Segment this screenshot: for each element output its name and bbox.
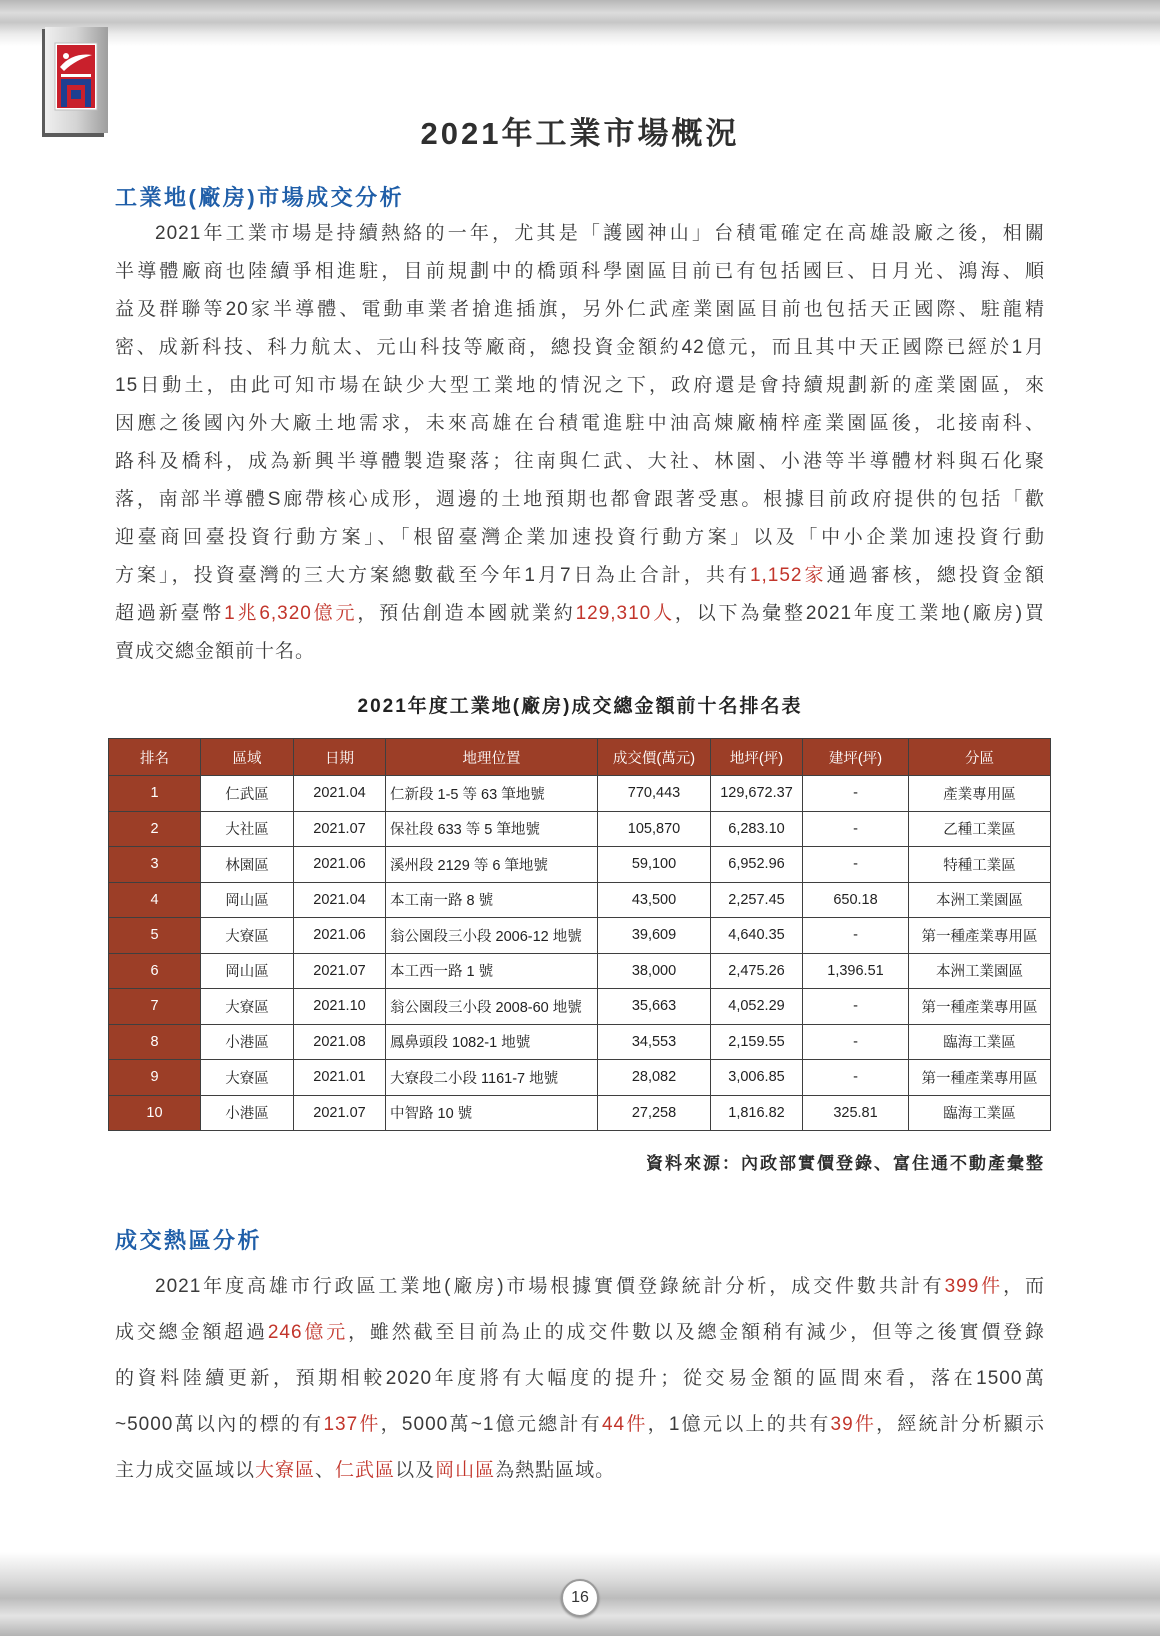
land-area-cell: 2,257.45 bbox=[711, 882, 803, 918]
paragraph-text: 方案」，投資臺灣的三大方案總數截至今年1月7日為止合計，共有 bbox=[115, 565, 750, 586]
table-row bbox=[109, 1024, 1051, 1060]
location-cell: 本工南一路 8 號 bbox=[386, 882, 598, 918]
paragraph-line bbox=[115, 519, 1045, 557]
paragraph-text: 主力成交區域以 bbox=[115, 1460, 256, 1481]
highlighted-figure: 129,310人 bbox=[575, 603, 675, 624]
land-area-cell: 1,816.82 bbox=[711, 1095, 803, 1131]
price-cell: 38,000 bbox=[598, 953, 711, 989]
paragraph-text: 的資料陸續更新，預期相較2020年度將有大幅度的提升；從交易金額的區間來看，落在1500萬 bbox=[115, 1368, 1045, 1389]
building-area-cell: - bbox=[803, 918, 909, 954]
paragraph-line bbox=[115, 367, 1045, 405]
building-area-cell: - bbox=[803, 776, 909, 812]
paragraph-line bbox=[115, 329, 1045, 367]
rank-cell: 9 bbox=[109, 1060, 201, 1096]
ranking-table bbox=[108, 738, 1051, 1131]
land-area-cell: 4,052.29 bbox=[711, 989, 803, 1025]
price-cell: 34,553 bbox=[598, 1024, 711, 1060]
paragraph-text: 密、成新科技、科力航太、元山科技等廠商，總投資金額約42億元，而且其中天正國際已經於1月 bbox=[115, 337, 1045, 358]
date-cell: 2021.04 bbox=[294, 776, 386, 812]
land-area-cell: 2,159.55 bbox=[711, 1024, 803, 1060]
highlighted-figure: 44件 bbox=[601, 1414, 648, 1435]
paragraph-text: ，雖然截至目前為止的成交件數以及總金額稍有減少，但等之後實價登錄 bbox=[348, 1322, 1045, 1343]
location-cell: 本工西一路 1 號 bbox=[386, 953, 598, 989]
table-row bbox=[109, 953, 1051, 989]
price-cell: 105,870 bbox=[598, 811, 711, 847]
location-cell: 翁公園段三小段 2008-60 地號 bbox=[386, 989, 598, 1025]
building-area-cell: - bbox=[803, 811, 909, 847]
column-header: 建坪(坪) bbox=[803, 739, 909, 776]
paragraph-line bbox=[115, 405, 1045, 443]
highlighted-figure: 仁武區 bbox=[335, 1460, 396, 1481]
rank-cell: 3 bbox=[109, 847, 201, 883]
paragraph-text: 2021年工業市場是持續熱絡的一年，尤其是「護國神山」台積電確定在高雄設廠之後，相關 bbox=[155, 223, 1045, 244]
data-source-note: 資料來源：內政部實價登錄、富住通不動產彙整 bbox=[646, 1154, 1045, 1173]
column-header: 地坪(坪) bbox=[711, 739, 803, 776]
paragraph-text: ，預估創造本國就業約 bbox=[357, 603, 576, 624]
paragraph-line bbox=[115, 253, 1045, 291]
highlighted-figure: 399件 bbox=[944, 1276, 1004, 1297]
table-row bbox=[109, 918, 1051, 954]
header-band bbox=[0, 0, 1160, 46]
district-cell: 小港區 bbox=[201, 1024, 294, 1060]
date-cell: 2021.01 bbox=[294, 1060, 386, 1096]
location-cell: 大寮段二小段 1161-7 地號 bbox=[386, 1060, 598, 1096]
land-area-cell: 6,952.96 bbox=[711, 847, 803, 883]
paragraph-line bbox=[115, 215, 1045, 253]
price-cell: 59,100 bbox=[598, 847, 711, 883]
table-row bbox=[109, 882, 1051, 918]
paragraph-text: ，1億元以上的共有 bbox=[647, 1414, 831, 1435]
highlighted-figure: 岡山區 bbox=[435, 1460, 496, 1481]
column-header: 地理位置 bbox=[386, 739, 598, 776]
table-row bbox=[109, 811, 1051, 847]
paragraph-line bbox=[115, 1402, 1045, 1448]
building-area-cell: - bbox=[803, 1024, 909, 1060]
date-cell: 2021.06 bbox=[294, 918, 386, 954]
paragraph-text: 賣成交總金額前十名。 bbox=[115, 641, 316, 662]
rank-cell: 4 bbox=[109, 882, 201, 918]
building-area-cell: 650.18 bbox=[803, 882, 909, 918]
building-area-cell: - bbox=[803, 1060, 909, 1096]
zoning-cell: 產業專用區 bbox=[909, 776, 1051, 812]
highlighted-figure: 137件 bbox=[323, 1414, 381, 1435]
district-cell: 大寮區 bbox=[201, 989, 294, 1025]
building-area-cell: - bbox=[803, 989, 909, 1025]
paragraph-line bbox=[115, 1310, 1045, 1356]
paragraph-line bbox=[115, 633, 1045, 671]
page-number: 16 bbox=[561, 1579, 599, 1617]
paragraph-text: 因應之後國內外大廠土地需求，未來高雄在台積電進駐中油高煉廠楠梓產業園區後，北接南科、 bbox=[115, 413, 1045, 434]
date-cell: 2021.07 bbox=[294, 1095, 386, 1131]
highlighted-figure: 1,152家 bbox=[749, 565, 827, 586]
rank-cell: 5 bbox=[109, 918, 201, 954]
paragraph-text: 迎臺商回臺投資行動方案」、「根留臺灣企業加速投資行動方案」以及「中小企業加速投資行動 bbox=[115, 527, 1045, 548]
location-cell: 翁公園段三小段 2006-12 地號 bbox=[386, 918, 598, 954]
date-cell: 2021.08 bbox=[294, 1024, 386, 1060]
date-cell: 2021.06 bbox=[294, 847, 386, 883]
column-header: 區域 bbox=[201, 739, 294, 776]
paragraph-line bbox=[115, 1448, 1045, 1494]
price-cell: 27,258 bbox=[598, 1095, 711, 1131]
section-heading-transaction-analysis: 工業地(廠房)市場成交分析 bbox=[115, 185, 405, 210]
paragraph-text: 益及群聯等20家半導體、電動車業者搶進插旗，另外仁武產業園區目前也包括天正國際、駐龍精 bbox=[115, 299, 1045, 320]
table-row bbox=[109, 776, 1051, 812]
rank-cell: 2 bbox=[109, 811, 201, 847]
column-header: 排名 bbox=[109, 739, 201, 776]
land-area-cell: 4,640.35 bbox=[711, 918, 803, 954]
location-cell: 保社段 633 等 5 筆地號 bbox=[386, 811, 598, 847]
paragraph-text: 成交總金額超過 bbox=[115, 1322, 268, 1343]
location-cell: 仁新段 1-5 等 63 筆地號 bbox=[386, 776, 598, 812]
rank-cell: 8 bbox=[109, 1024, 201, 1060]
zoning-cell: 第一種產業專用區 bbox=[909, 918, 1051, 954]
price-cell: 43,500 bbox=[598, 882, 711, 918]
land-area-cell: 2,475.26 bbox=[711, 953, 803, 989]
paragraph-text: 超過新臺幣 bbox=[115, 603, 225, 624]
page-title: 2021年工業市場概況 bbox=[420, 116, 740, 151]
column-header: 成交價(萬元) bbox=[598, 739, 711, 776]
paragraph-line bbox=[115, 443, 1045, 481]
paragraph-line bbox=[115, 595, 1045, 633]
building-area-cell: 325.81 bbox=[803, 1095, 909, 1131]
zoning-cell: 第一種產業專用區 bbox=[909, 989, 1051, 1025]
paragraph-line bbox=[115, 557, 1045, 595]
table-body bbox=[109, 776, 1051, 1131]
paragraph-line bbox=[115, 1264, 1045, 1310]
location-cell: 溪州段 2129 等 6 筆地號 bbox=[386, 847, 598, 883]
paragraph-text: ，而 bbox=[1003, 1276, 1045, 1297]
price-cell: 28,082 bbox=[598, 1060, 711, 1096]
paragraph-text: 路科及橋科，成為新興半導體製造聚落；往南與仁武、大社、林園、小港等半導體材料與石化聚 bbox=[115, 451, 1045, 472]
table-header-row bbox=[109, 739, 1051, 776]
paragraph-line bbox=[115, 481, 1045, 519]
highlighted-figure: 39件 bbox=[830, 1414, 877, 1435]
paragraph-text: 半導體廠商也陸續爭相進駐，目前規劃中的橋頭科學園區目前已有包括國巨、日月光、鴻海、順 bbox=[115, 261, 1045, 282]
rank-cell: 7 bbox=[109, 989, 201, 1025]
column-header: 日期 bbox=[294, 739, 386, 776]
price-cell: 770,443 bbox=[598, 776, 711, 812]
paragraph-text: 2021年度高雄市行政區工業地(廠房)市場根據實價登錄統計分析，成交件數共計有 bbox=[155, 1276, 945, 1297]
land-area-cell: 6,283.10 bbox=[711, 811, 803, 847]
zoning-cell: 臨海工業區 bbox=[909, 1024, 1051, 1060]
paragraph-text: 為熱點區域。 bbox=[495, 1460, 616, 1481]
district-cell: 林園區 bbox=[201, 847, 294, 883]
table-row bbox=[109, 1060, 1051, 1096]
table-row bbox=[109, 847, 1051, 883]
table-row bbox=[109, 1095, 1051, 1131]
land-area-cell: 129,672.37 bbox=[711, 776, 803, 812]
table-head bbox=[109, 739, 1051, 776]
section-heading-hot-zone: 成交熱區分析 bbox=[115, 1228, 263, 1253]
zoning-cell: 第一種產業專用區 bbox=[909, 1060, 1051, 1096]
hot-zone-paragraph bbox=[115, 1264, 1045, 1494]
district-cell: 大寮區 bbox=[201, 918, 294, 954]
zoning-cell: 特種工業區 bbox=[909, 847, 1051, 883]
rank-cell: 10 bbox=[109, 1095, 201, 1131]
zoning-cell: 本洲工業園區 bbox=[909, 882, 1051, 918]
district-cell: 仁武區 bbox=[201, 776, 294, 812]
paragraph-text: ，5000萬~1億元總計有 bbox=[380, 1414, 602, 1435]
paragraph-text: 落，南部半導體S廊帶核心成形，週邊的土地預期也都會跟著受惠。根據目前政府提供的包括「歡 bbox=[115, 489, 1045, 510]
price-cell: 39,609 bbox=[598, 918, 711, 954]
paragraph-text: 15日動土，由此可知市場在缺少大型工業地的情況之下，政府還是會持續規劃新的產業園區，來 bbox=[115, 375, 1045, 396]
paragraph-text: ，以下為彙整2021年度工業地(廠房)買 bbox=[674, 603, 1045, 624]
building-area-cell: - bbox=[803, 847, 909, 883]
location-cell: 中智路 10 號 bbox=[386, 1095, 598, 1131]
location-cell: 鳳鼻頭段 1082-1 地號 bbox=[386, 1024, 598, 1060]
land-area-cell: 3,006.85 bbox=[711, 1060, 803, 1096]
paragraph-text: ，經統計分析顯示 bbox=[876, 1414, 1045, 1435]
table-row bbox=[109, 989, 1051, 1025]
zoning-cell: 乙種工業區 bbox=[909, 811, 1051, 847]
highlighted-figure: 1兆6,320億元 bbox=[224, 603, 358, 624]
date-cell: 2021.10 bbox=[294, 989, 386, 1025]
paragraph-line bbox=[115, 291, 1045, 329]
district-cell: 小港區 bbox=[201, 1095, 294, 1131]
date-cell: 2021.07 bbox=[294, 811, 386, 847]
paragraph-text: 以及 bbox=[395, 1460, 436, 1481]
date-cell: 2021.07 bbox=[294, 953, 386, 989]
table-title: 2021年度工業地(廠房)成交總金額前十名排名表 bbox=[357, 696, 803, 717]
paragraph-line bbox=[115, 1356, 1045, 1402]
district-cell: 岡山區 bbox=[201, 882, 294, 918]
paragraph-text: 、 bbox=[315, 1460, 336, 1481]
district-cell: 大寮區 bbox=[201, 1060, 294, 1096]
district-cell: 岡山區 bbox=[201, 953, 294, 989]
zoning-cell: 本洲工業園區 bbox=[909, 953, 1051, 989]
column-header: 分區 bbox=[909, 739, 1051, 776]
paragraph-text: ~5000萬以內的標的有 bbox=[115, 1414, 324, 1435]
date-cell: 2021.04 bbox=[294, 882, 386, 918]
district-cell: 大社區 bbox=[201, 811, 294, 847]
zoning-cell: 臨海工業區 bbox=[909, 1095, 1051, 1131]
paragraph-text: 通過審核，總投資金額 bbox=[826, 565, 1045, 586]
rank-cell: 6 bbox=[109, 953, 201, 989]
price-cell: 35,663 bbox=[598, 989, 711, 1025]
rank-cell: 1 bbox=[109, 776, 201, 812]
highlighted-figure: 246億元 bbox=[267, 1322, 349, 1343]
building-area-cell: 1,396.51 bbox=[803, 953, 909, 989]
highlighted-figure: 大寮區 bbox=[255, 1460, 316, 1481]
transaction-analysis-paragraph bbox=[115, 215, 1045, 671]
